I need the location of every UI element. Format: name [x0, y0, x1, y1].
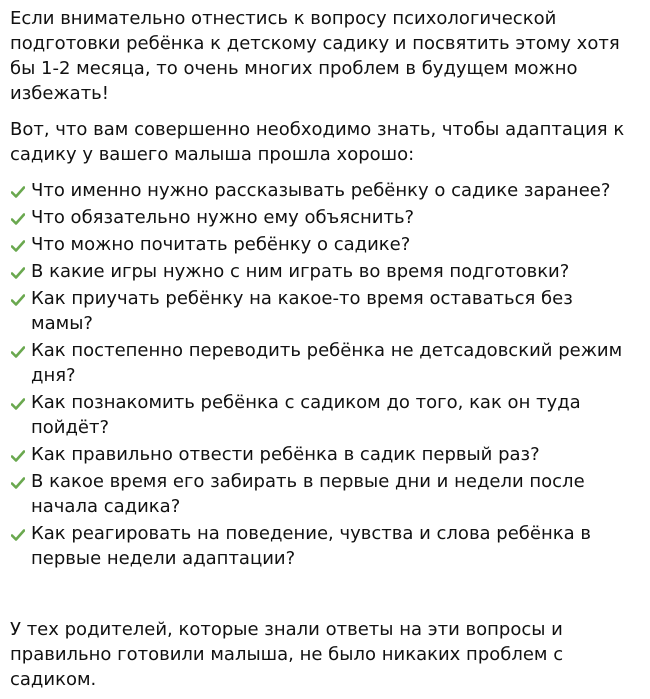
checklist-item-text: Как познакомить ребёнка с садиком до того, как он туда пойдёт?	[31, 392, 581, 438]
checklist-item	[10, 442, 640, 467]
checklist-item	[10, 286, 640, 336]
checklist-item-text: Как постепенно переводить ребёнка не детсадовский режим дня?	[31, 340, 623, 386]
checklist-item-text: Как правильно отвести ребёнка в садик первый раз?	[31, 444, 540, 465]
check-icon	[11, 477, 25, 489]
check-icon	[11, 267, 25, 279]
question-checklist	[10, 178, 640, 571]
outro-paragraph: У тех родителей, которые знали ответы на эти вопросы и правильно готовили малыша, не было никаких проблем с садиком.	[10, 619, 564, 690]
checklist-item-text: Что обязательно нужно ему объяснить?	[31, 207, 415, 228]
checklist-item-text: В какое время его забирать в первые дни и недели после начала садика?	[31, 471, 585, 517]
checklist-item-text: Что можно почитать ребёнку о садике?	[31, 234, 411, 255]
checklist-item-text: Как приучать ребёнку на какое-то время оставаться без мамы?	[31, 288, 573, 334]
check-icon	[11, 529, 25, 541]
check-icon	[11, 398, 25, 410]
checklist-item-text: Что именно нужно рассказывать ребёнку о садике заранее?	[31, 180, 611, 201]
checklist-item-text: В какие игры нужно с ним играть во время подготовки?	[31, 261, 570, 282]
checklist-item	[10, 178, 640, 203]
intro-paragraph: Если внимательно отнестись к вопросу психологической подготовки ребёнка к детскому садику и посвятить этому хотя бы 1-2 месяца, то очень многих проблем в будущем можно избежать!	[10, 8, 620, 104]
check-icon	[11, 346, 25, 358]
checklist-item	[10, 232, 640, 257]
lead-paragraph: Вот, что вам совершенно необходимо знать, чтобы адаптация к садику у вашего малыша прошла хорошо:	[10, 119, 625, 165]
check-icon	[11, 186, 25, 198]
check-icon	[11, 294, 25, 306]
checklist-item	[10, 259, 640, 284]
check-icon	[11, 213, 25, 225]
check-icon	[11, 240, 25, 252]
checklist-item	[10, 469, 640, 519]
checklist-item	[10, 521, 640, 571]
checklist-item	[10, 205, 640, 230]
check-icon	[11, 450, 25, 462]
checklist-item-text: Как реагировать на поведение, чувства и слова ребёнка в первые недели адаптации?	[31, 523, 591, 569]
checklist-item	[10, 390, 640, 440]
checklist-item	[10, 338, 640, 388]
